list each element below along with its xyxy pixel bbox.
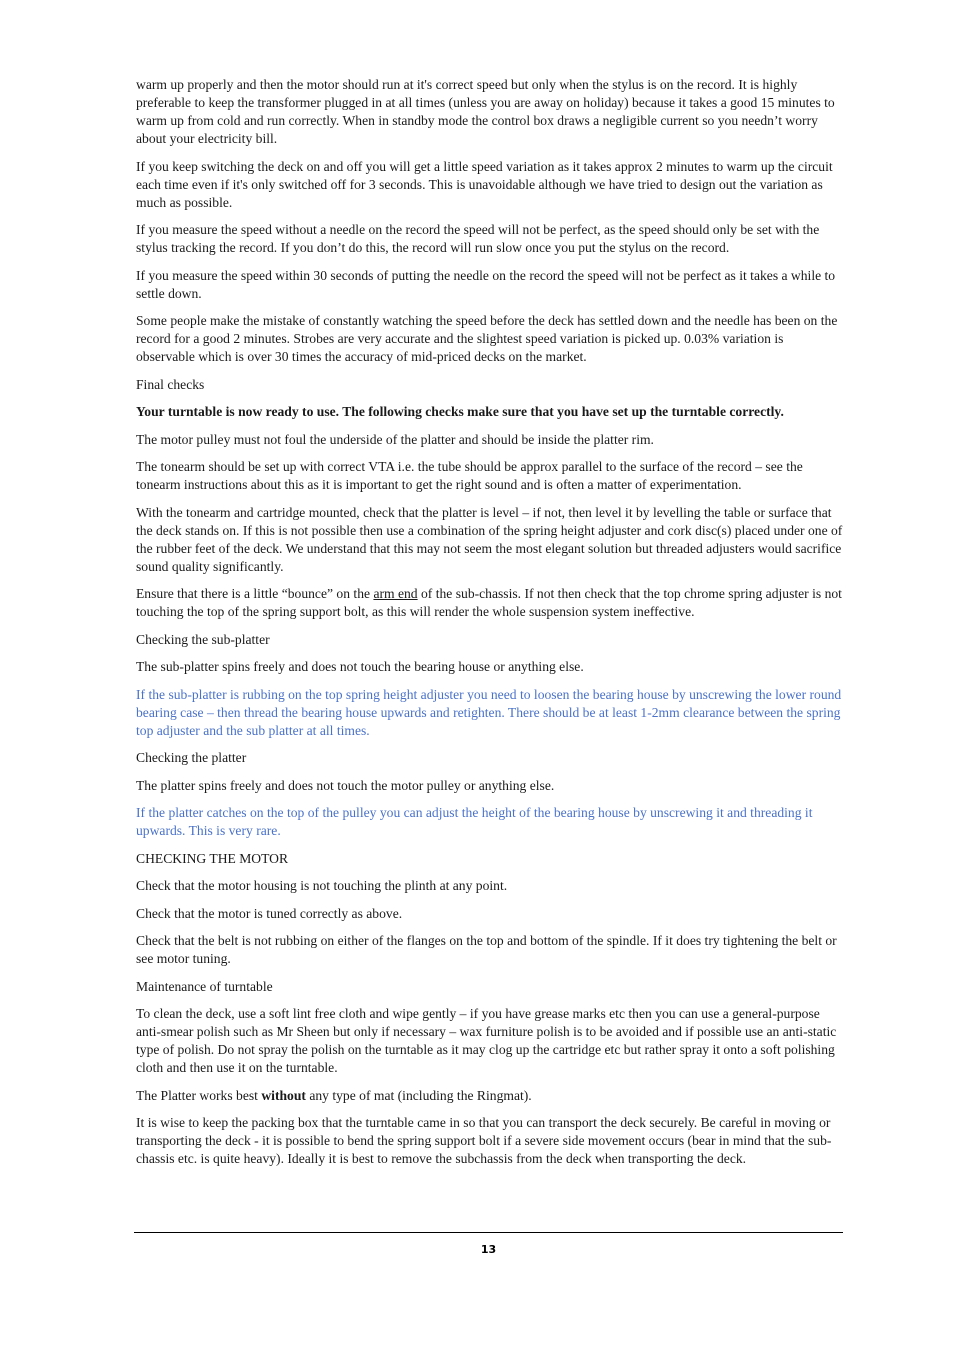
paragraph-measure-without-needle: If you measure the speed without a needle on the record the speed will not be perfect, as the speed should only be set with the stylus tracking the record. If you don’t do this, the record will run slow once you put the stylus on the record. (136, 222, 820, 255)
paragraph-bounce (136, 585, 844, 621)
heading-checking-motor: CHECKING THE MOTOR (136, 850, 289, 866)
paragraph-sub-platter-spins: The sub-platter spins freely and does not touch the bearing house or anything else. (136, 659, 584, 674)
paragraph-strobes: Some people make the mistake of constantly watching the speed before the deck has settled down and the needle has been on the record for a good 2 minutes. Strobes are very accurate and the slightest speed variation is picked up. 0.03% variation is observable which is over 30 times the accuracy of mid-priced decks on the market. (136, 313, 838, 364)
document-body (136, 76, 844, 1178)
heading-maintenance: Maintenance of turntable (136, 978, 273, 994)
paragraph-measure-30-seconds: If you measure the speed within 30 seconds of putting the needle on the record the speed will not be perfect as it takes a while to settle down. (136, 267, 836, 301)
paragraph-platter-spins: The platter spins freely and does not touch the motor pulley or anything else. (136, 777, 555, 793)
paragraph-sub-platter-rubbing: If the sub-platter is rubbing on the top spring height adjuster you need to loosen the bearing house by unscrewing the lower round bearing case – then thread the bearing house upwards and retighten. There should be at least 1-2mm clearance between the spring top adjuster and the sub platter at all times. (136, 686, 842, 738)
paragraph-ready-to-use: Your turntable is now ready to use. The following checks make sure that you have set up the turntable correctly. (136, 404, 784, 419)
paragraph-motor-tuned: Check that the motor is tuned correctly as above. (136, 905, 403, 921)
footer-rule (134, 1232, 843, 1233)
bounce-text-end: of the sub-chassis. If not then check that the top chrome spring adjuster is not touching the top of the spring support bolt, as this will render the whole suspension system ineffective. (136, 586, 842, 619)
mat-text-start: The Platter works best (136, 1087, 262, 1103)
paragraph-platter-catches: If the platter catches on the top of the pulley you can adjust the height of the bearing house by unscrewing it and threading it upwards. This is very rare. (136, 805, 813, 838)
heading-checking-sub-platter: Checking the sub-platter (136, 631, 270, 647)
page-number: 13 (480, 1243, 497, 1256)
heading-checking-platter: Checking the platter (136, 750, 247, 765)
bounce-text-start: Ensure that there is a little “bounce” on the (136, 586, 374, 601)
paragraph-speed-variation: If you keep switching the deck on and off you will get a little speed variation as it takes approx 2 minutes to warm up the circuit each time even if it's only switched off for 3 seconds. This is unavoidable although we have tried to design out the variation as much as possible. (136, 158, 833, 210)
arm-end-underlined: arm end (373, 586, 418, 601)
paragraph-tonearm-vta: The tonearm should be set up with correct VTA i.e. the tube should be approx parallel to the surface of the record – see the tonearm instructions about this as it is important to get the right sound and is often a matter of experimentation. (136, 459, 803, 492)
without-bold: without (261, 1087, 306, 1103)
paragraph-motor-housing: Check that the motor housing is not touching the plinth at any point. (136, 878, 508, 893)
paragraph-warm-up: warm up properly and then the motor should run at it's correct speed but only when the stylus is on the record. It is highly preferable to keep the transformer plugged in at all times (unless you are away on holiday) because it takes a good 15 minutes to warm up from cold and run correctly. When in standby mode the control box draws a negligible current so you needn’t worry about your electricity bill. (136, 77, 835, 146)
paragraph-cleaning: To clean the deck, use a soft lint free cloth and wipe gently – if you have grease marks etc then you can use a general-purpose anti-smear polish such as Mr Sheen but only if necessary – wax furniture polish is to be avoided and if possible use an anti-static type of polish. Do not spray the polish on the turntable as it may clog up the cartridge etc but rather spray it onto a soft polishing cloth and then use it on the turntable. (136, 1006, 837, 1075)
mat-text-end: any type of mat (including the Ringmat). (305, 1087, 532, 1103)
paragraph-platter-level: With the tonearm and cartridge mounted, check that the platter is level – if not, then level it by levelling the table or surface that the deck stands on. If this is not possible then use a combination of the spring height adjuster and cork disc(s) placed under one of the rubber feet of the deck. We understand that this may not seem the most elegant solution but threaded adjusters would sacrifice sound quality significantly. (136, 504, 843, 574)
paragraph-motor-pulley: The motor pulley must not foul the underside of the platter and should be inside the platter rim. (136, 431, 654, 447)
paragraph-belt-rubbing: Check that the belt is not rubbing on either of the flanges on the top and bottom of the spindle. If it does try tightening the belt or see motor tuning. (136, 933, 837, 966)
paragraph-packing-box: It is wise to keep the packing box that the turntable came in so that you can transport the deck securely. Be careful in moving or transporting the deck - it is possible to bend the spring support bolt if a severe side movement occurs (bear in mind that the sub-chassis etc. is quite heavy). Ideally it is best to remove the subchassis from the deck when transporting the deck. (136, 1115, 832, 1166)
paragraph-platter-mat (136, 1087, 844, 1105)
heading-final-checks: Final checks (136, 376, 205, 392)
